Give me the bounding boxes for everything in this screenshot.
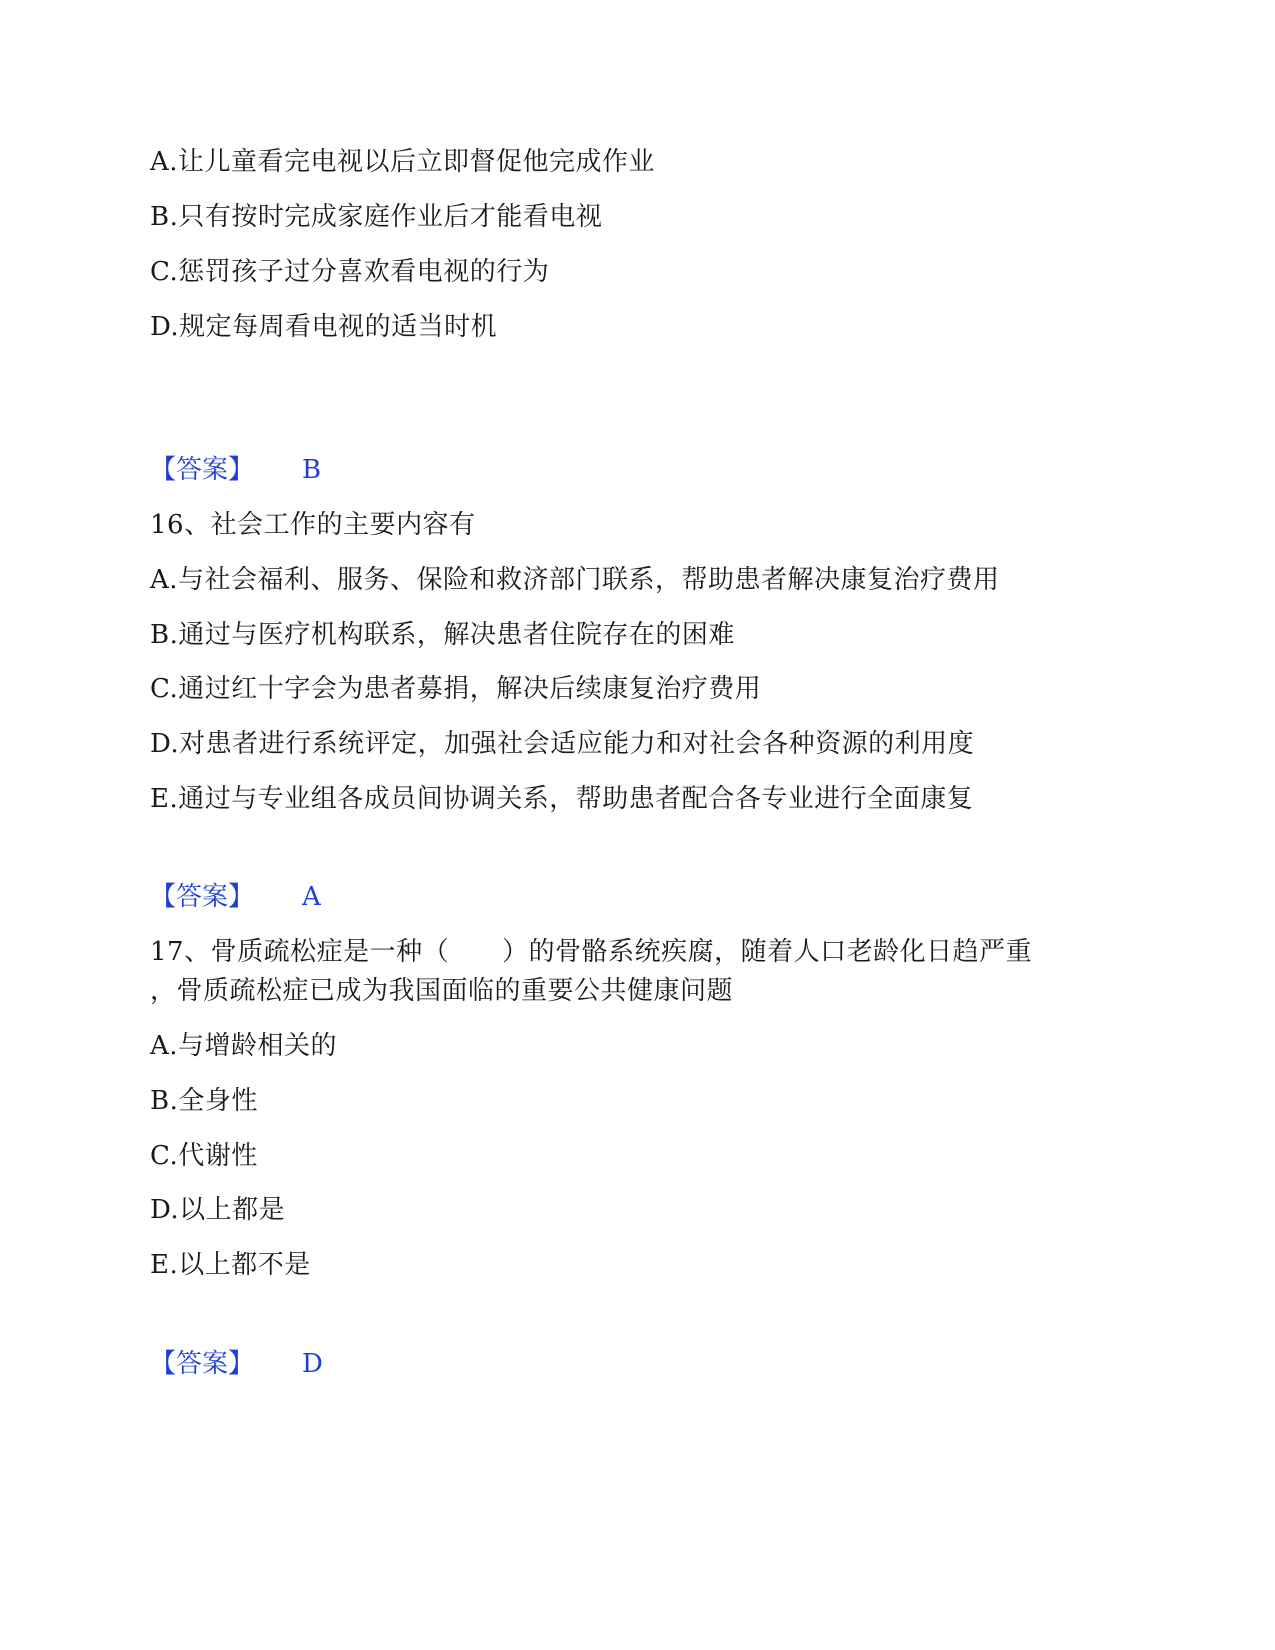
q17-option-e: E.以上都不是 (150, 1250, 311, 1280)
q17-option-a: A.与增龄相关的 (150, 1031, 338, 1061)
q15-answer (150, 454, 321, 486)
q16-option-a: A.与社会福利、服务、保险和救济部门联系，帮助患者解决康复治疗费用 (150, 565, 1000, 595)
q15-option-a: A.让儿童看完电视以后立即督促他完成作业 (150, 147, 656, 177)
q16-option-d: D.对患者进行系统评定，加强社会适应能力和对社会各种资源的利用度 (150, 729, 975, 759)
q17-answer (150, 1348, 323, 1380)
answer-label: 【答案】 (150, 882, 255, 912)
q16-option-e: E.通过与专业组各成员间协调关系，帮助患者配合各专业进行全面康复 (150, 784, 974, 814)
q16-question: 16、社会工作的主要内容有 (150, 510, 476, 540)
answer-value: B (302, 455, 322, 485)
q15-option-c: C.惩罚孩子过分喜欢看电视的行为 (150, 257, 550, 287)
q17-question-line2: ，骨质疏松症已成为我国面临的重要公共健康问题 (150, 976, 734, 1006)
answer-value: A (302, 882, 321, 912)
q17-option-b: B.全身性 (150, 1086, 258, 1116)
q16-answer (150, 881, 321, 913)
q15-option-d: D.规定每周看电视的适当时机 (150, 312, 498, 342)
q17-option-d: D.以上都是 (150, 1195, 286, 1225)
q16-option-c: C.通过红十字会为患者募捐，解决后续康复治疗费用 (150, 674, 762, 704)
q17-option-c: C.代谢性 (150, 1141, 258, 1171)
answer-label: 【答案】 (150, 1349, 255, 1379)
q17-question-line1: 17、骨质疏松症是一种（ ）的骨骼系统疾腐，随着人口老龄化日趋严重 (150, 937, 1033, 967)
q15-option-b: B.只有按时完成家庭作业后才能看电视 (150, 202, 603, 232)
answer-value: D (302, 1349, 323, 1379)
q16-option-b: B.通过与医疗机构联系，解决患者住院存在的困难 (150, 620, 735, 650)
answer-label: 【答案】 (150, 455, 255, 485)
